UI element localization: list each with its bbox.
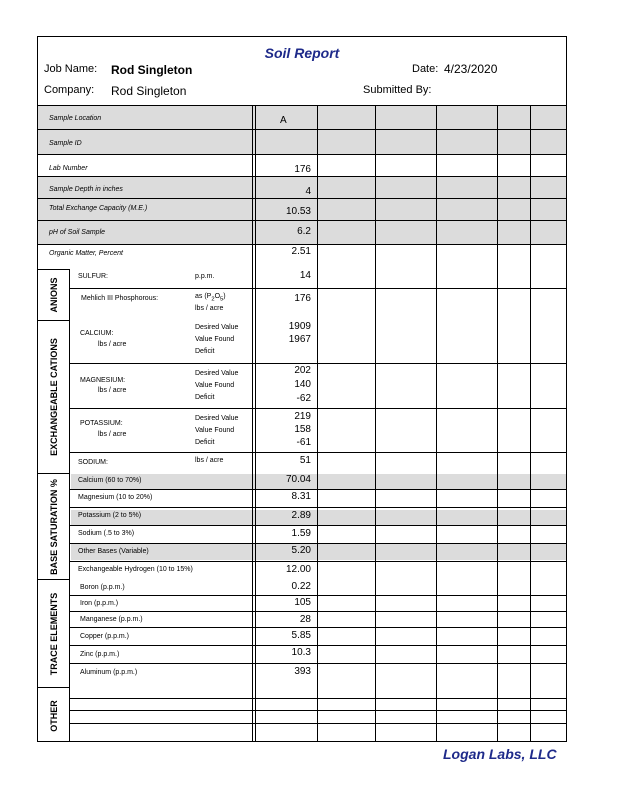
- bs-potassium-value: 2.89: [291, 510, 311, 521]
- column-divider: [436, 105, 437, 741]
- column-divider: [252, 105, 256, 741]
- lab-number-label: Lab Number: [49, 165, 88, 172]
- tec-label: Total Exchange Capacity (M.E.): [49, 205, 148, 212]
- potassium-deficit: -61: [296, 437, 311, 448]
- trace-divider: [70, 595, 567, 596]
- ph-label: pH of Soil Sample: [49, 229, 106, 236]
- calcium-deficit-label: Deficit: [195, 348, 215, 355]
- sulfur-value: 14: [299, 270, 311, 281]
- phos-o: O: [214, 293, 221, 300]
- magnesium-found-label: Value Found: [195, 382, 235, 389]
- potassium-desired-label: Desired Value: [195, 415, 239, 422]
- organic-matter-value: 2.51: [291, 246, 311, 257]
- boron-value: 0.22: [291, 581, 311, 592]
- bs-row-shade: [71, 474, 567, 489]
- aluminum-label: Aluminum (p.p.m.): [80, 669, 138, 676]
- phosphorous-unit-lbs: lbs / acre: [195, 305, 224, 312]
- other-heading: OTHER: [48, 699, 59, 732]
- potassium-unit: lbs / acre: [98, 431, 127, 438]
- bs-calcium-label: Calcium (60 to 70%): [78, 477, 142, 484]
- trace-divider: [70, 645, 567, 646]
- other-section: [38, 687, 70, 742]
- potassium-desired: 219: [294, 411, 311, 422]
- company-label: Company:: [44, 84, 95, 96]
- soil-report-form: [37, 36, 567, 742]
- column-divider: [375, 105, 376, 741]
- bs-potassium-label: Potassium (2 to 5%): [78, 512, 142, 519]
- aluminum-value: 393: [294, 666, 311, 677]
- tec-value: 10.53: [285, 206, 311, 217]
- organic-matter-label: Organic Matter, Percent: [49, 250, 123, 257]
- sodium-label: SODIUM:: [78, 459, 108, 466]
- magnesium-label: MAGNESIUM:: [80, 377, 126, 384]
- column-divider: [317, 105, 318, 741]
- cations-heading: EXCHANGEABLE CATIONS: [48, 338, 59, 456]
- potassium-found: 158: [294, 424, 311, 435]
- other-blank-line: [70, 710, 567, 711]
- magnesium-desired: 202: [294, 365, 311, 376]
- anions-section: [38, 269, 70, 320]
- cations-divider: [70, 363, 567, 364]
- bs-hydrogen-value: 12.00: [285, 564, 311, 575]
- header-rule: [38, 105, 567, 106]
- sodium-value: 51: [299, 455, 311, 466]
- bs-sodium-value: 1.59: [291, 528, 311, 539]
- bs-other-label: Other Bases (Variable): [78, 548, 149, 555]
- bs-divider: [70, 561, 567, 562]
- cations-divider: [70, 408, 567, 409]
- lab-number-value: 176: [294, 164, 311, 175]
- other-blank-line: [70, 723, 567, 724]
- trace-divider: [70, 663, 567, 664]
- magnesium-deficit: -62: [296, 393, 311, 404]
- cations-section: [38, 320, 70, 473]
- phosphorous-unit: [195, 293, 226, 302]
- sodium-unit: lbs / acre: [195, 457, 224, 464]
- magnesium-desired-label: Desired Value: [195, 370, 239, 377]
- copper-label: Copper (p.p.m.): [80, 633, 130, 640]
- potassium-deficit-label: Deficit: [195, 439, 215, 446]
- ph-value: 6.2: [297, 226, 311, 237]
- trace-heading: TRACE ELEMENTS: [48, 592, 59, 675]
- phosphorous-label: Mehlich III Phosphorous:: [81, 295, 159, 302]
- report-title: Soil Report: [264, 45, 340, 61]
- magnesium-unit: lbs / acre: [98, 387, 127, 394]
- iron-value: 105: [294, 597, 311, 608]
- bs-hydrogen-label: Exchangeable Hydrogen (10 to 15%): [78, 566, 193, 573]
- sample-depth-value: 4: [305, 186, 311, 197]
- trace-divider: [70, 611, 567, 612]
- job-name-value: Rod Singleton: [111, 63, 193, 77]
- trace-divider: [70, 627, 567, 628]
- phos-sub: 5: [220, 296, 224, 303]
- phos-sub: 2: [211, 296, 215, 303]
- sample-location-value: A: [280, 115, 287, 126]
- calcium-desired-label: Desired Value: [195, 324, 239, 331]
- copper-value: 5.85: [291, 630, 311, 641]
- bs-sodium-label: Sodium (.5 to 3%): [78, 530, 135, 537]
- trace-section: [38, 579, 70, 687]
- submitted-by-label: Submitted By:: [363, 84, 432, 96]
- bs-row-shade: [71, 510, 567, 526]
- bs-magnesium-label: Magnesium (10 to 20%): [78, 494, 153, 501]
- phos-close: ): [223, 293, 226, 300]
- date-value: 4/23/2020: [444, 62, 498, 76]
- job-name-label: Job Name:: [44, 63, 98, 75]
- magnesium-deficit-label: Deficit: [195, 394, 215, 401]
- phos-unit-part: as (P: [195, 293, 212, 300]
- potassium-found-label: Value Found: [195, 427, 235, 434]
- column-divider: [530, 105, 531, 741]
- column-divider: [497, 105, 498, 741]
- other-blank-line: [70, 698, 567, 699]
- company-value: Rod Singleton: [111, 84, 187, 98]
- calcium-found-label: Value Found: [195, 336, 235, 343]
- bs-divider: [70, 507, 567, 508]
- sample-depth-label: Sample Depth in inches: [49, 186, 123, 193]
- zinc-value: 10.3: [291, 647, 311, 658]
- lab-logo-text: Logan Labs, LLC: [443, 746, 557, 762]
- calcium-label: CALCIUM:: [80, 330, 114, 337]
- anions-heading: ANIONS: [48, 277, 59, 313]
- magnesium-found: 140: [294, 379, 311, 390]
- cations-divider: [70, 452, 567, 453]
- calcium-unit: lbs / acre: [98, 341, 127, 348]
- bs-divider: [70, 525, 567, 526]
- bs-divider: [70, 489, 567, 490]
- iron-label: Iron (p.p.m.): [80, 600, 119, 607]
- bs-divider: [70, 543, 567, 544]
- manganese-value: 28: [299, 614, 311, 625]
- base-saturation-heading: BASE SATURATION %: [48, 478, 59, 575]
- bs-other-value: 5.20: [291, 545, 311, 556]
- zinc-label: Zinc (p.p.m.): [80, 651, 120, 658]
- sulfur-label: SULFUR:: [78, 273, 108, 280]
- base-saturation-section: [38, 473, 70, 579]
- date-label: Date:: [412, 63, 439, 75]
- phosphorous-value: 176: [294, 293, 311, 304]
- row-sample-id-shade: [38, 129, 567, 154]
- manganese-label: Manganese (p.p.m.): [80, 616, 143, 623]
- sulfur-unit: p.p.m.: [195, 273, 215, 280]
- sample-location-label: Sample Location: [49, 115, 102, 122]
- calcium-desired: 1909: [288, 321, 311, 332]
- boron-label: Boron (p.p.m.): [80, 584, 125, 591]
- bs-magnesium-value: 8.31: [291, 491, 311, 502]
- sample-id-label: Sample ID: [49, 140, 82, 147]
- anions-divider: [70, 288, 567, 289]
- potassium-label: POTASSIUM:: [80, 420, 123, 427]
- bs-calcium-value: 70.04: [285, 474, 311, 485]
- row-sample-location: [38, 105, 567, 129]
- calcium-found: 1967: [288, 334, 311, 345]
